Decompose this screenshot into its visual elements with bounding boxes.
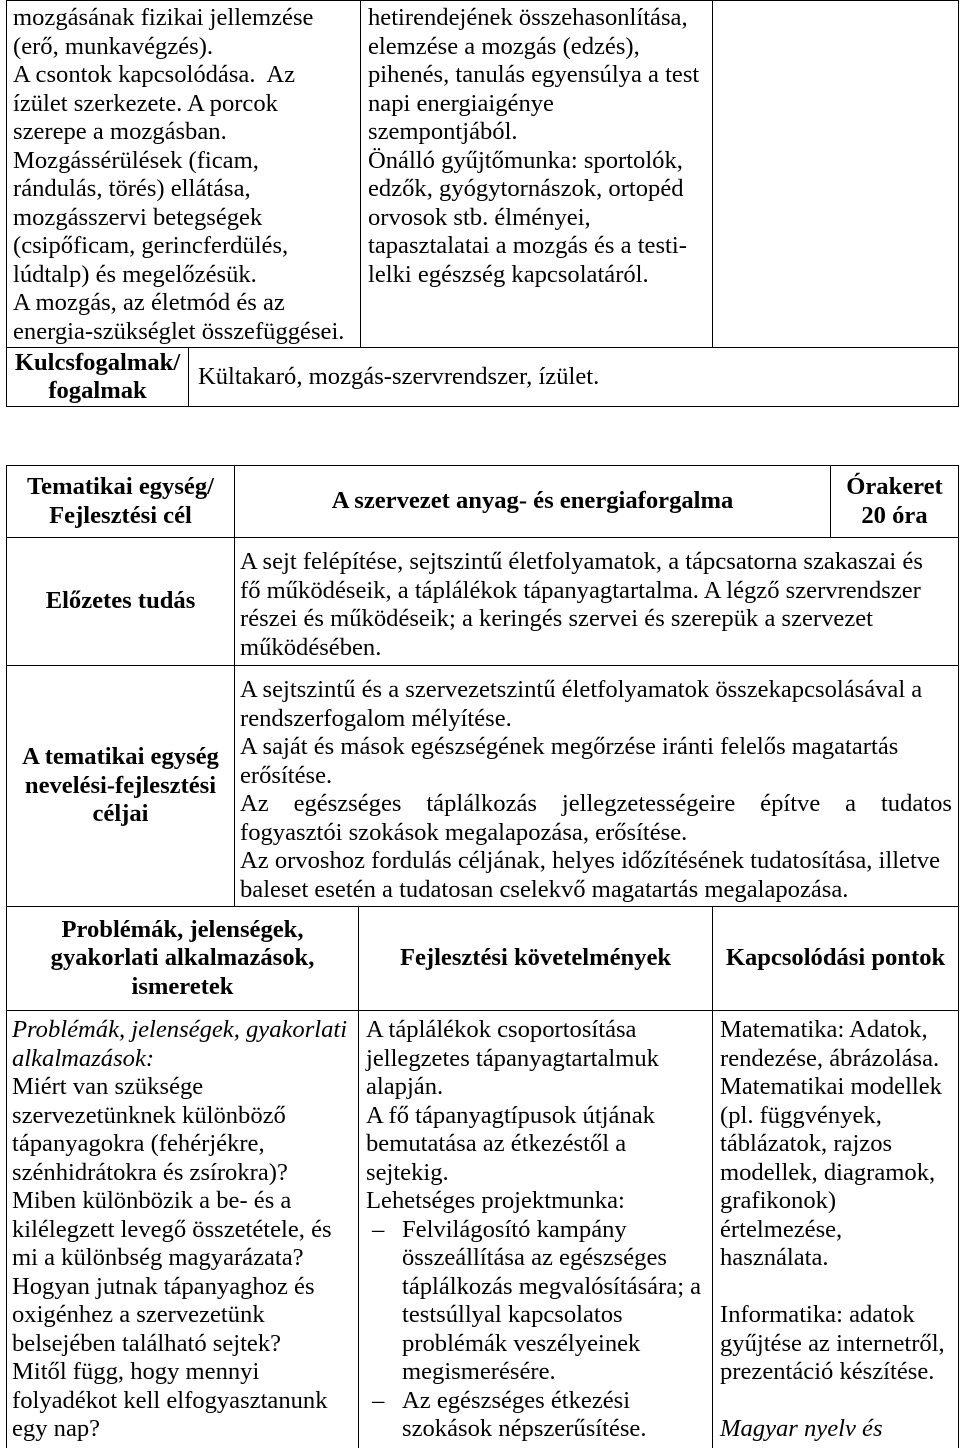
- requirement-line: napi energiaigénye: [368, 89, 554, 117]
- prior-knowledge-label: Előzetes tudás: [45, 587, 196, 615]
- prior-knowledge-line: részei és működéseik; a keringés szervei és szerepük a szervezet: [240, 605, 873, 632]
- topic-line: (erő, munkavégzés).: [13, 32, 214, 60]
- mathematics-connection-line: Matematikai modellek: [720, 1073, 942, 1100]
- topics-cell: [6, 0, 361, 348]
- topic-line: A mozgás, az életmód és az: [13, 289, 285, 316]
- requirements-header: [358, 906, 713, 1011]
- mathematics-connection-line: grafikonok): [720, 1187, 837, 1214]
- project-item-line: megismerésére.: [402, 1358, 556, 1385]
- problems-intro-line: Problémák, jelenségek, gyakorlati: [12, 1016, 348, 1043]
- topic-line: mozgásának fizikai jellemzése: [13, 4, 314, 31]
- goals-content: [234, 665, 959, 907]
- problem-question-line: Hogyan jutnak tápanyaghoz és: [12, 1272, 315, 1300]
- problems-header-line: gyakorlati alkalmazások,: [50, 944, 315, 972]
- mathematics-connection-line: használata.: [720, 1244, 829, 1271]
- problem-question-line: Miért van szüksége: [12, 1073, 204, 1100]
- requirement-line: Önálló gyűjtőmunka: sportolók,: [368, 146, 683, 174]
- goal-line: rendszerfogalom mélyítése.: [240, 704, 512, 732]
- topic-line: rándulás, törés) ellátása,: [13, 175, 251, 202]
- hours-label: Órakeret: [846, 473, 943, 500]
- project-item-line: szokások népszerűsítése.: [402, 1415, 647, 1442]
- informatics-connection-line: Informatika: adatok: [720, 1301, 915, 1328]
- problem-question-line: Mitől függ, hogy mennyi: [12, 1358, 260, 1385]
- requirement-line: A fő tápanyagtípusok útjának: [366, 1101, 655, 1129]
- problem-question-line: tápanyagokra (fehérjékre,: [12, 1130, 265, 1157]
- mathematics-connection-line: modellek, diagramok,: [720, 1158, 936, 1186]
- key-concepts-label-line: Kulcsfogalmak/: [14, 348, 181, 376]
- problems-header-line: Problémák, jelenségek,: [61, 915, 304, 943]
- goal-line: Az egészséges táplálkozás jellegzetességeire építve a tudatos: [240, 790, 952, 817]
- requirement-line: A táplálékok csoportosítása: [366, 1016, 637, 1043]
- paragraph-spacer: [720, 1273, 958, 1302]
- unit-title: A szervezet anyag- és energiaforgalma: [331, 487, 734, 515]
- key-concepts-value: Kültakaró, mozgás-szervrendszer, ízület.: [198, 362, 600, 390]
- dash-bullet-icon: –: [372, 1386, 385, 1414]
- requirement-line: sejtekig.: [366, 1158, 449, 1186]
- project-item: [366, 1387, 712, 1444]
- requirement-line: tapasztalatai a mozgás és a testi-: [368, 232, 687, 259]
- dash-bullet-icon: –: [372, 1215, 385, 1243]
- hungarian-connection-line: Magyar nyelv és: [720, 1415, 883, 1442]
- topic-line: Mozgássérülések (ficam,: [13, 146, 259, 174]
- requirement-line: orvosok stb. élményei,: [368, 203, 591, 231]
- topic-line: energia-szükséglet összefüggései.: [13, 317, 345, 345]
- informatics-connection-line: prezentáció készítése.: [720, 1358, 935, 1385]
- goal-line: erősítése.: [240, 761, 333, 789]
- requirements-cell: [360, 0, 713, 348]
- informatics-connection-line: gyűjtése az internetről,: [720, 1329, 945, 1357]
- prior-knowledge-label-cell: [6, 537, 235, 666]
- hours-value: 20 óra: [861, 501, 928, 529]
- problems-content: [6, 1010, 359, 1448]
- problem-question-line: belsejében található sejtek?: [12, 1329, 282, 1357]
- problem-question-line: folyadékot kell elfogyasztanunk: [12, 1386, 328, 1414]
- topic-line: mozgásszervi betegségek: [13, 203, 263, 231]
- goal-line: A saját és mások egészségének megőrzése iránti felelős magatartás: [240, 733, 899, 760]
- requirement-line: hetirendejének összehasonlítása,: [368, 4, 688, 31]
- project-item-line: táplálkozás megvalósítására; a: [402, 1272, 702, 1300]
- connections-cell-empty: [712, 0, 959, 348]
- requirement-line: bemutatása az étkezéstől a: [366, 1130, 627, 1157]
- requirement-line: alapján.: [366, 1073, 444, 1100]
- problem-question-line: szervezetünknek különböző: [12, 1101, 286, 1129]
- key-concepts-label-line: fogalmak: [48, 377, 147, 404]
- mathematics-connection-line: Matematika: Adatok,: [720, 1016, 928, 1043]
- problem-question-line: Miben különbözik a be- és a: [12, 1187, 292, 1214]
- problem-question-line: szénhidrátokra és zsírokra)?: [12, 1158, 288, 1186]
- mathematics-connection-line: (pl. függvények,: [720, 1101, 882, 1129]
- unit-label-line: Fejlesztési cél: [49, 501, 192, 529]
- connections-content: [712, 1010, 959, 1448]
- prior-knowledge-line: A sejt felépítése, sejtszintű életfolyamatok, a tápcsatorna szakaszai és: [240, 548, 923, 575]
- goals-label-line: céljai: [92, 800, 149, 828]
- requirement-line: lelki egészség kapcsolatáról.: [368, 260, 649, 288]
- mathematics-connection-line: rendezése, ábrázolása.: [720, 1044, 940, 1072]
- project-item: [366, 1216, 712, 1387]
- goal-line: baleset esetén a tudatosan cselekvő magatartás megalapozása.: [240, 875, 849, 903]
- requirements-content: [358, 1010, 713, 1448]
- key-concepts-value-cell: [188, 347, 959, 407]
- unit-label: [6, 465, 235, 538]
- paragraph-spacer: [720, 1387, 958, 1416]
- unit-title-cell: [234, 465, 831, 538]
- requirement-line: pihenés, tanulás egyensúlya a test: [368, 61, 700, 88]
- prior-knowledge-content: [234, 537, 959, 666]
- problems-header: [6, 906, 359, 1011]
- requirement-line: elemzése a mozgás (edzés),: [368, 32, 640, 60]
- requirement-line: jellegzetes tápanyagtartalmuk: [366, 1044, 659, 1072]
- project-item-line: Az egészséges étkezési: [402, 1386, 631, 1414]
- problem-question-line: egy nap?: [12, 1415, 101, 1442]
- goals-label-line: A tematikai egység: [22, 743, 219, 771]
- requirement-line: szempontjából.: [368, 118, 518, 145]
- goals-label-cell: [6, 665, 235, 907]
- problems-header-line: ismeretek: [131, 972, 234, 1000]
- prior-knowledge-line: fő működéseik, a táplálékok tápanyagtartalma. A légző szervrendszer: [240, 576, 921, 604]
- project-item-line: testsúllyal kapcsolatos: [402, 1301, 623, 1328]
- topic-line: lúdtalp) és megelőzésük.: [13, 260, 257, 288]
- mathematics-connection-line: értelmezése,: [720, 1215, 843, 1243]
- project-item-line: összeállítása az egészséges: [402, 1244, 667, 1271]
- project-item-line: problémák veszélyeinek: [402, 1329, 641, 1357]
- goal-line: A sejtszintű és a szervezetszintű életfolyamatok összekapcsolásával a: [240, 676, 923, 703]
- connections-header: [712, 906, 959, 1011]
- topic-line: ízület szerkezete. A porcok: [13, 89, 278, 117]
- topic-line: szerepe a mozgásban.: [13, 118, 227, 145]
- hours-cell: [830, 465, 959, 538]
- goals-label-line: nevelési-fejlesztési: [24, 771, 217, 799]
- problem-question-line: oxigénhez a szervezetünk: [12, 1301, 265, 1328]
- unit-label-line: Tematikai egység/: [27, 473, 214, 500]
- prior-knowledge-line: működésében.: [240, 633, 382, 661]
- problem-question-line: kilélegzett levegő összetétele, és: [12, 1215, 332, 1243]
- topic-line: A csontok kapcsolódása. Az: [13, 61, 296, 88]
- goal-line: fogyasztói szokások megalapozása, erősítése.: [240, 818, 688, 846]
- requirements-header-text: Fejlesztési követelmények: [399, 944, 672, 972]
- topic-line: (csipőficam, gerincferdülés,: [13, 232, 289, 259]
- problem-question-line: mi a különbség magyarázata?: [12, 1244, 304, 1271]
- project-work-label: Lehetséges projektmunka:: [366, 1187, 625, 1214]
- problems-intro-line: alkalmazások:: [12, 1044, 155, 1072]
- mathematics-connection-line: táblázatok, rajzos: [720, 1130, 893, 1157]
- connections-header-text: Kapcsolódási pontok: [725, 944, 946, 972]
- goal-line: Az orvoshoz fordulás céljának, helyes időzítésének tudatosítása, illetve: [240, 847, 941, 874]
- project-item-line: Felvilágosító kampány: [402, 1215, 627, 1243]
- key-concepts-label: [6, 347, 189, 407]
- requirement-line: edzők, gyógytornászok, ortopéd: [368, 175, 684, 202]
